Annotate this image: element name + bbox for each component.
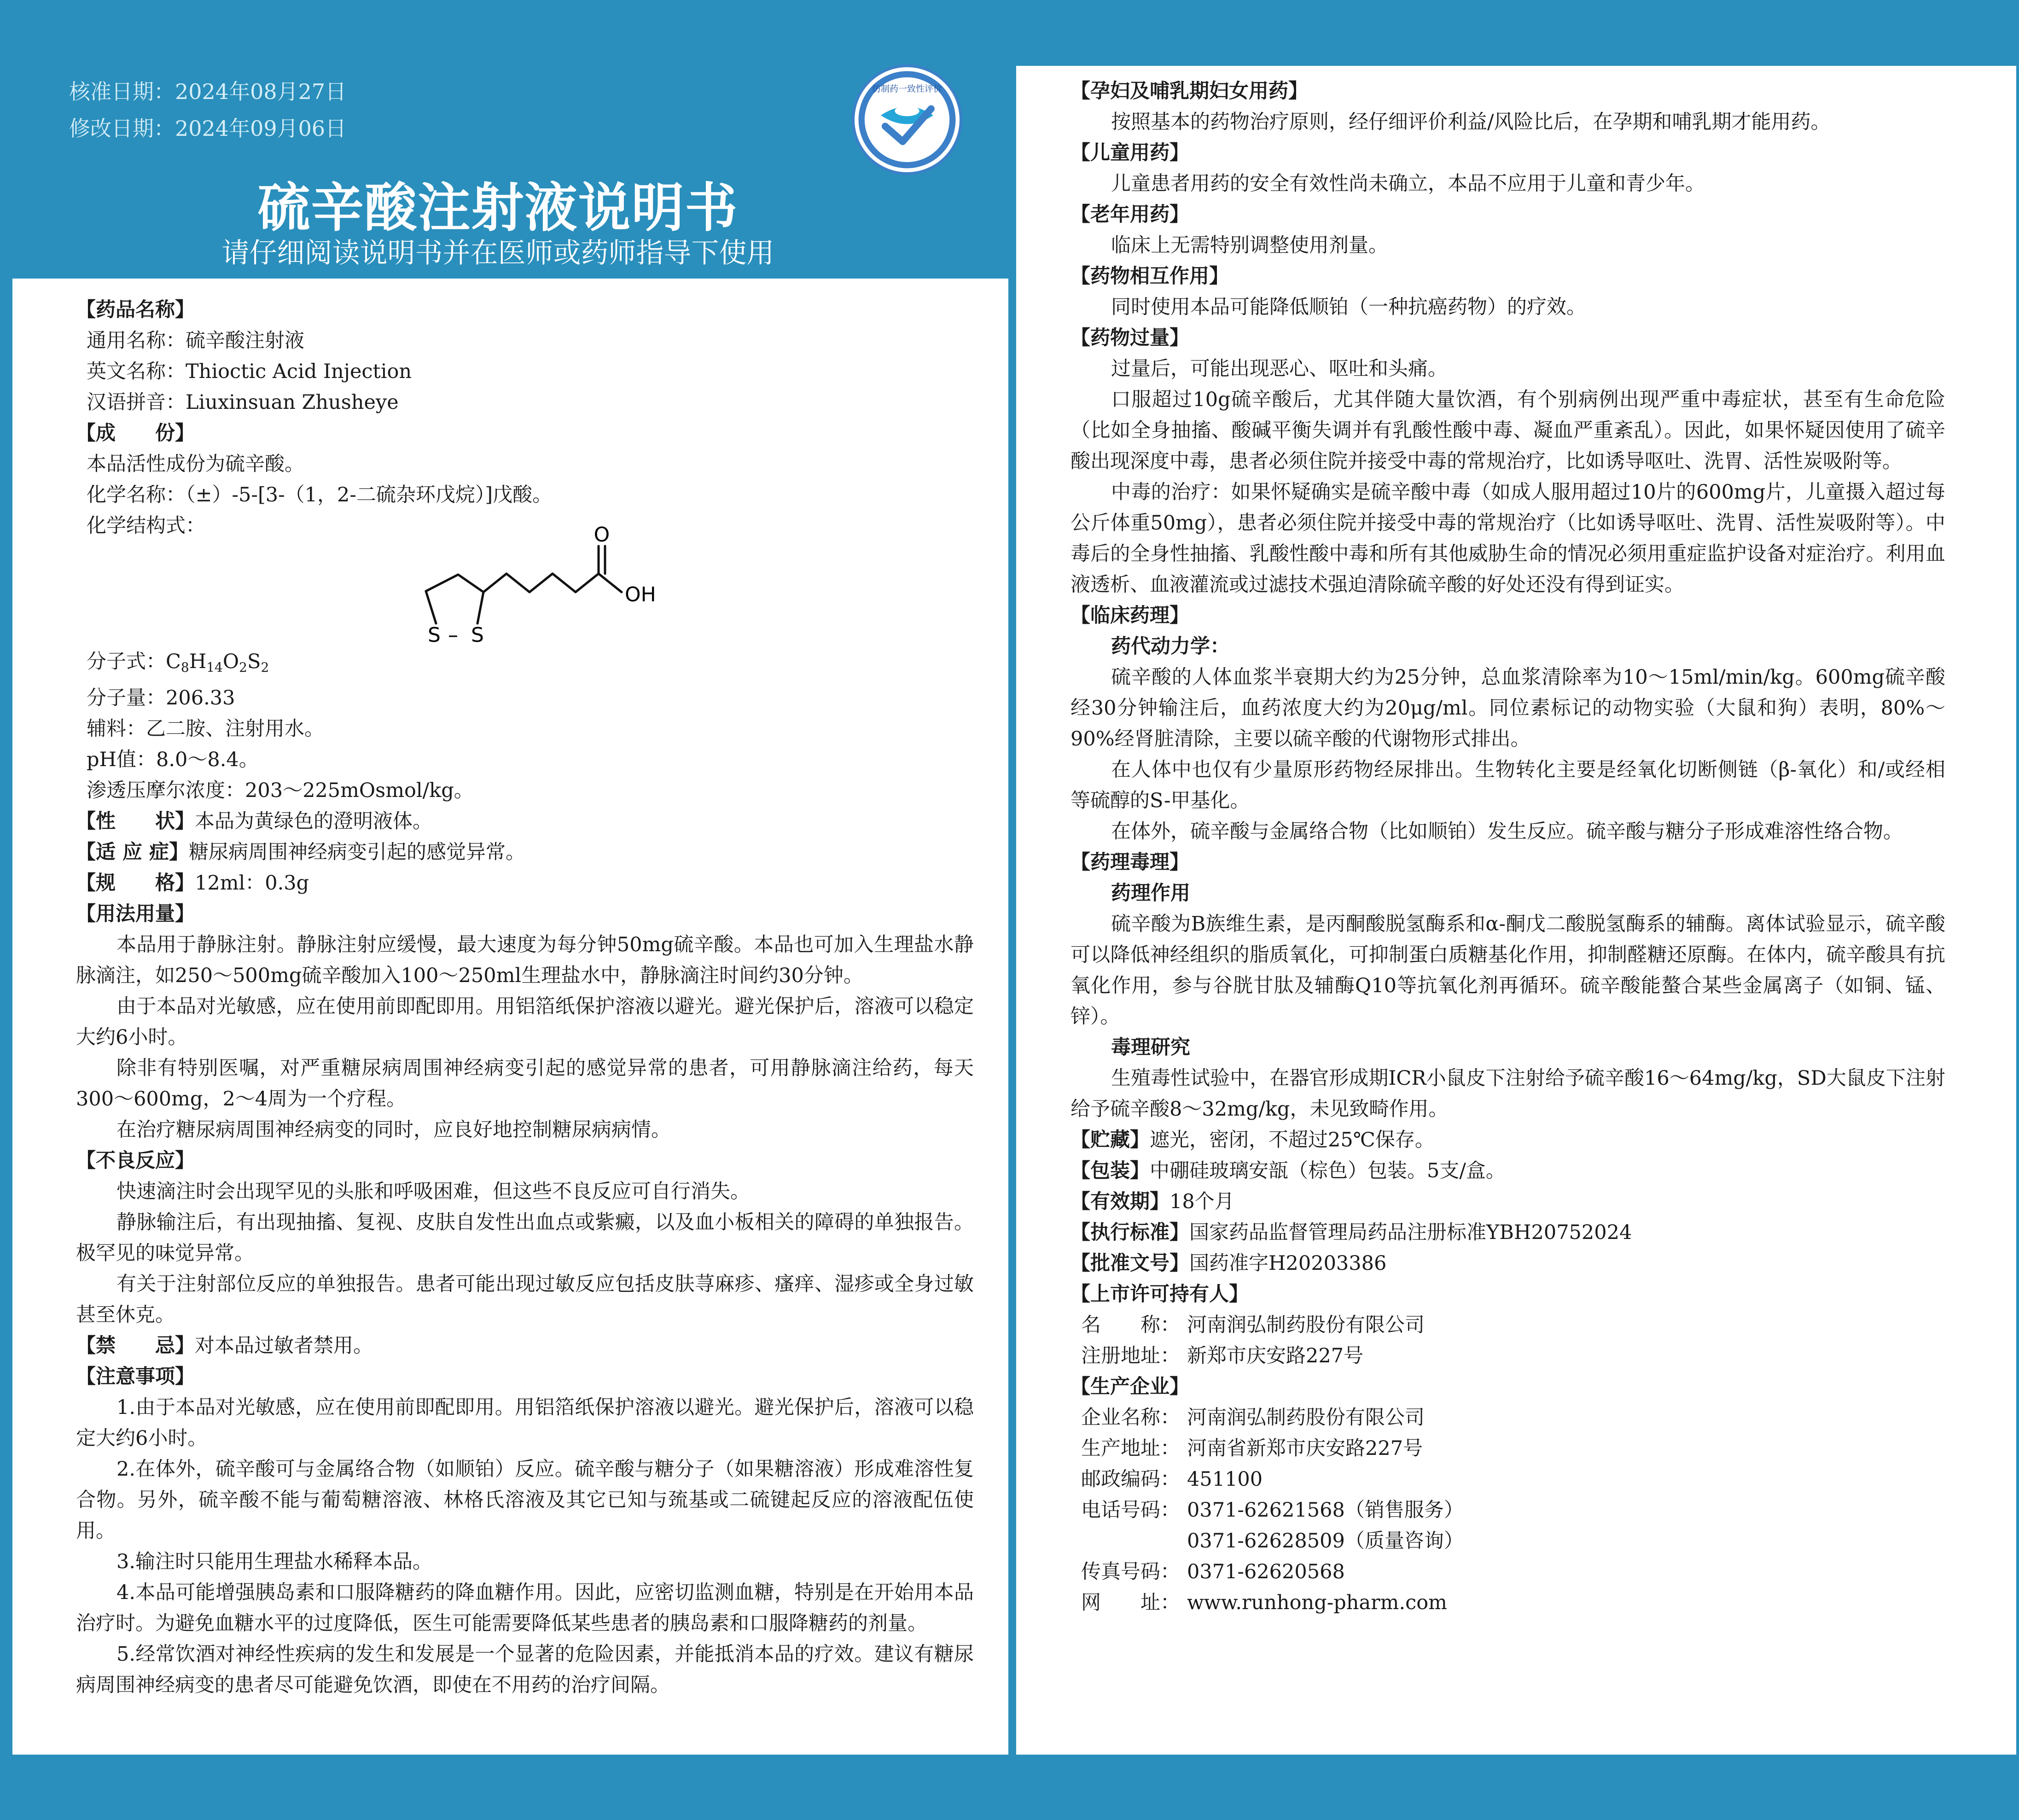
section-drug-name: 【药品名称】 <box>76 298 195 321</box>
interactions-text: 同时使用本品可能降低顺铂（一种抗癌药物）的疗效。 <box>1111 296 1586 319</box>
chemical-name: 化学名称：（±）-5-[3-（1，2-二硫杂环戊烷）]戊酸。 <box>87 483 553 506</box>
section-composition: 【成 份】 <box>76 422 195 445</box>
section-storage: 【贮藏】遮光，密闭，不超过25℃保存。 <box>1071 1128 1435 1151</box>
ph-value: pH值：8.0～8.4。 <box>87 748 259 771</box>
dosage-p2: 由于本品对光敏感，应在使用前即配即用。用铝箔纸保护溶液以避光。避光保护后，溶液可以稳定大约6小时。 <box>76 995 974 1049</box>
geriatric-text: 临床上无需特别调整使用剂量。 <box>1111 234 1388 257</box>
molecular-formula: 分子式：$C_8H_{14}O_2S_2$ <box>87 650 269 675</box>
english-name: 英文名称：Thioctic Acid Injection <box>87 360 412 383</box>
precaution-1: 1.由于本品对光敏感，应在使用前即配即用。用铝箔纸保护溶液以避光。避光保护后，溶液可以稳定大约6小时。 <box>76 1396 974 1450</box>
pharmacokinetics-p1: 硫辛酸的人体血浆半衰期大约为25分钟，总血浆清除率为10～15ml/min/kg。600mg硫辛酸经30分钟输注后，血药浓度大约为20μg/ml。同位素标记的动物实验（大鼠和狗）表明，80%～90%经肾脏清除，主要以硫辛酸的代谢物形式排出。 <box>1071 666 1945 750</box>
active-ingredient: 本品活性成份为硫辛酸。 <box>87 453 304 476</box>
logo-icon <box>855 67 960 172</box>
pharmacodynamics-subheading: 药理作用 <box>1111 882 1190 905</box>
overdose-p2: 口服超过10g硫辛酸后，尤其伴随大量饮酒，有个别病例出现严重中毒症状，甚至有生命危险（比如全身抽搐、酸碱平衡失调并有乳酸性酸中毒、凝血严重紊乱）。因此，如果怀疑因使用了硫辛酸出现深度中毒，患者必须住院并接受中毒的常规治疗，比如诱导呕吐、洗胃、活性炭吸附等。 <box>1071 388 1945 473</box>
bottom-band <box>0 1755 2019 1820</box>
adverse-p1: 快速滴注时会出现罕见的头胀和呼吸困难，但这些不良反应可自行消失。 <box>116 1180 750 1203</box>
section-adverse: 【不良反应】 <box>76 1149 195 1172</box>
revision-date: 修改日期：2024年09月06日 <box>69 116 347 141</box>
pinyin-name: 汉语拼音：Liuxinsuan Zhusheye <box>87 391 399 414</box>
structure-label: 化学结构式： <box>87 514 205 537</box>
right-column <box>1071 76 1945 1618</box>
left-column <box>76 295 974 1701</box>
manufacturer-address-row: 生产地址： 河南省新郑市庆安路227号 <box>1081 1437 1423 1460</box>
section-specification: 【规 格】12ml：0.3g <box>76 872 309 895</box>
precaution-4: 4.本品可能增强胰岛素和口服降糖药的降血糖作用。因此，应密切监测血糖，特别是在开始用本品治疗时。为避免血糖水平的过度降低，医生可能需要降低某些患者的胰岛素和口服降糖药的剂量。 <box>76 1581 974 1635</box>
section-precautions: 【注意事项】 <box>76 1365 195 1388</box>
section-standard: 【执行标准】国家药品监督管理局药品注册标准YBH20752024 <box>1071 1221 1632 1244</box>
logo-text: 仿制药一致性评价 <box>872 84 943 94</box>
page-title: 硫辛酸注射液说明书 <box>257 177 739 238</box>
struct-o: O <box>593 523 610 547</box>
phone-row-2: 0371-62628509（质量咨询） <box>1187 1529 1464 1553</box>
website-row: 网 址： www.runhong-pharm.com <box>1071 1587 1945 1618</box>
zip-row: 邮政编码： 451100 <box>1081 1468 1263 1491</box>
section-contraindications: 【禁 忌】对本品过敏者禁用。 <box>76 1334 373 1357</box>
excipients: 辅料：乙二胺、注射用水。 <box>87 717 324 740</box>
section-indications: 【适 应 症】糖尿病周围神经病变引起的感觉异常。 <box>76 841 525 864</box>
struct-dash: – <box>448 623 458 647</box>
overdose-p3: 中毒的治疗：如果怀疑确实是硫辛酸中毒（如成人服用超过10片的600mg片，儿童摄入超过每公斤体重50mg），患者必须住院并接受中毒的常规治疗（比如诱导呕吐、洗胃、活性炭吸附等）。中毒后的全身性抽搐、乳酸性酸中毒和所有其他威胁生命的情况必须用重症监护设备对症治疗。利用血液透析、血液灌流或过滤技术强迫清除硫辛酸的好处还没有得到证实。 <box>1071 481 1945 596</box>
pharmacokinetics-subheading: 药代动力学： <box>1111 635 1230 658</box>
osmolality: 渗透压摩尔浓度：203～225mOsmol/kg。 <box>87 779 474 802</box>
pregnancy-text: 按照基本的药物治疗原则，经仔细评价利益/风险比后，在孕期和哺乳期才能用药。 <box>1111 110 1831 134</box>
section-pediatric: 【儿童用药】 <box>1071 141 1189 164</box>
precaution-3: 3.输注时只能用生理盐水稀释本品。 <box>116 1550 433 1573</box>
section-dosage: 【用法用量】 <box>76 902 195 925</box>
page-subtitle: 请仔细阅读说明书并在医师或药师指导下使用 <box>221 237 774 269</box>
section-package: 【包装】中硼硅玻璃安瓿（棕色）包装。5支/盒。 <box>1071 1159 1506 1182</box>
precaution-2: 2.在体外，硫辛酸可与金属络合物（如顺铂）反应。硫辛酸与糖分子（如果糖溶液）形成难溶性复合物。另外，硫辛酸不能与葡萄糖溶液、林格氏溶液及其它已知与巯基或二硫键起反应的溶液配伍使用。 <box>76 1458 974 1542</box>
struct-s2: S <box>471 623 484 647</box>
pharmacokinetics-p2: 在人体中也仅有少量原形药物经尿排出。生物转化主要是经氧化切断侧链（β-氧化）和/或经相等硫醇的S-甲基化。 <box>1071 758 1945 812</box>
phone-row-1: 电话号码： 0371-62621568（销售服务） <box>1081 1499 1464 1522</box>
struct-oh: OH <box>625 583 656 606</box>
formula-value: $C_8H_{14}O_2S_2$ <box>166 650 269 675</box>
toxicology-text: 生殖毒性试验中，在器官形成期ICR小鼠皮下注射给予硫辛酸16～64mg/kg，SD大鼠皮下注射给予硫辛酸8～32mg/kg，未见致畸作用。 <box>1071 1067 1945 1121</box>
section-geriatric: 【老年用药】 <box>1071 203 1189 226</box>
pharmacodynamics-text: 硫辛酸为B族维生素，是丙酮酸脱氢酶系和α-酮戊二酸脱氢酶系的辅酶。离体试验显示，硫辛酸可以降低神经组织的脂质氧化，可抑制蛋白质糖基化作用，抑制醛糖还原酶。在体内，硫辛酸具有抗氧化作用，参与谷胱甘肽及辅酶Q10等抗氧化剂再循环。硫辛酸能螯合某些金属离子（如铜、锰、锌）。 <box>1071 913 1945 1028</box>
precaution-5: 5.经常饮酒对神经性疾病的发生和发展是一个显著的危险因素，并能抵消本品的疗效。建议有糖尿病周围神经病变的患者尽可能避免饮酒，即使在不用药的治疗间隔。 <box>76 1643 974 1697</box>
dosage-p1: 本品用于静脉注射。静脉注射应缓慢，最大速度为每分钟50mg硫辛酸。本品也可加入生理盐水静脉滴注，如250～500mg硫辛酸加入100～250ml生理盐水中，静脉滴注时间约30分钟。 <box>76 933 974 987</box>
consistency-evaluation-logo <box>852 64 962 175</box>
molecular-weight: 分子量：206.33 <box>87 686 235 709</box>
dosage-p3: 除非有特别医嘱，对严重糖尿病周围神经病变引起的感觉异常的患者，可用静脉滴注给药，每天300～600mg，2～4周为一个疗程。 <box>76 1057 974 1111</box>
fax-row: 传真号码： 0371-62620568 <box>1081 1560 1345 1583</box>
section-pregnancy: 【孕妇及哺乳期妇女用药】 <box>1071 80 1308 103</box>
section-interactions: 【药物相互作用】 <box>1071 265 1229 288</box>
generic-name: 通用名称：硫辛酸注射液 <box>87 329 304 352</box>
section-overdose: 【药物过量】 <box>1071 326 1189 349</box>
adverse-p2: 静脉输注后，有出现抽搐、复视、皮肤自发性出血点或紫癜，以及血小板相关的障碍的单独报告。极罕见的味觉异常。 <box>76 1211 974 1265</box>
website-link: www.runhong-pharm.com <box>1187 1591 1447 1614</box>
structure-diagram <box>403 523 762 652</box>
holder-name-row: 名 称： 河南润弘制药股份有限公司 <box>1081 1314 1425 1337</box>
overdose-p1: 过量后，可能出现恶心、呕吐和头痛。 <box>1111 357 1448 380</box>
section-toxicology: 【药理毒理】 <box>1071 851 1189 874</box>
dosage-p4: 在治疗糖尿病周围神经病变的同时，应良好地控制糖尿病病情。 <box>116 1118 671 1141</box>
pharmacokinetics-p3: 在体外，硫辛酸与金属络合物（比如顺铂）发生反应。硫辛酸与糖分子形成难溶性络合物。 <box>1111 820 1903 843</box>
holder-address-row: 注册地址： 新郑市庆安路227号 <box>1081 1344 1364 1367</box>
struct-s1: S <box>428 623 441 647</box>
section-validity: 【有效期】18个月 <box>1071 1190 1234 1213</box>
pediatric-text: 儿童患者用药的安全有效性尚未确立，本品不应用于儿童和青少年。 <box>1111 172 1705 195</box>
section-approval-number: 【批准文号】国药准字H20203386 <box>1071 1252 1387 1275</box>
adverse-p3: 有关于注射部位反应的单独报告。患者可能出现过敏反应包括皮肤荨麻疹、瘙痒、湿疹或全身过敏甚至休克。 <box>76 1273 974 1326</box>
toxicology-subheading: 毒理研究 <box>1111 1036 1190 1059</box>
section-manufacturer: 【生产企业】 <box>1071 1375 1189 1398</box>
section-license-holder: 【上市许可持有人】 <box>1071 1283 1249 1306</box>
manufacturer-name-row: 企业名称： 河南润弘制药股份有限公司 <box>1081 1406 1425 1429</box>
section-clinical-pharmacology: 【临床药理】 <box>1071 604 1189 627</box>
section-properties: 【性 状】本品为黄绿色的澄明液体。 <box>76 810 432 833</box>
approval-date: 核准日期：2024年08月27日 <box>69 79 347 104</box>
